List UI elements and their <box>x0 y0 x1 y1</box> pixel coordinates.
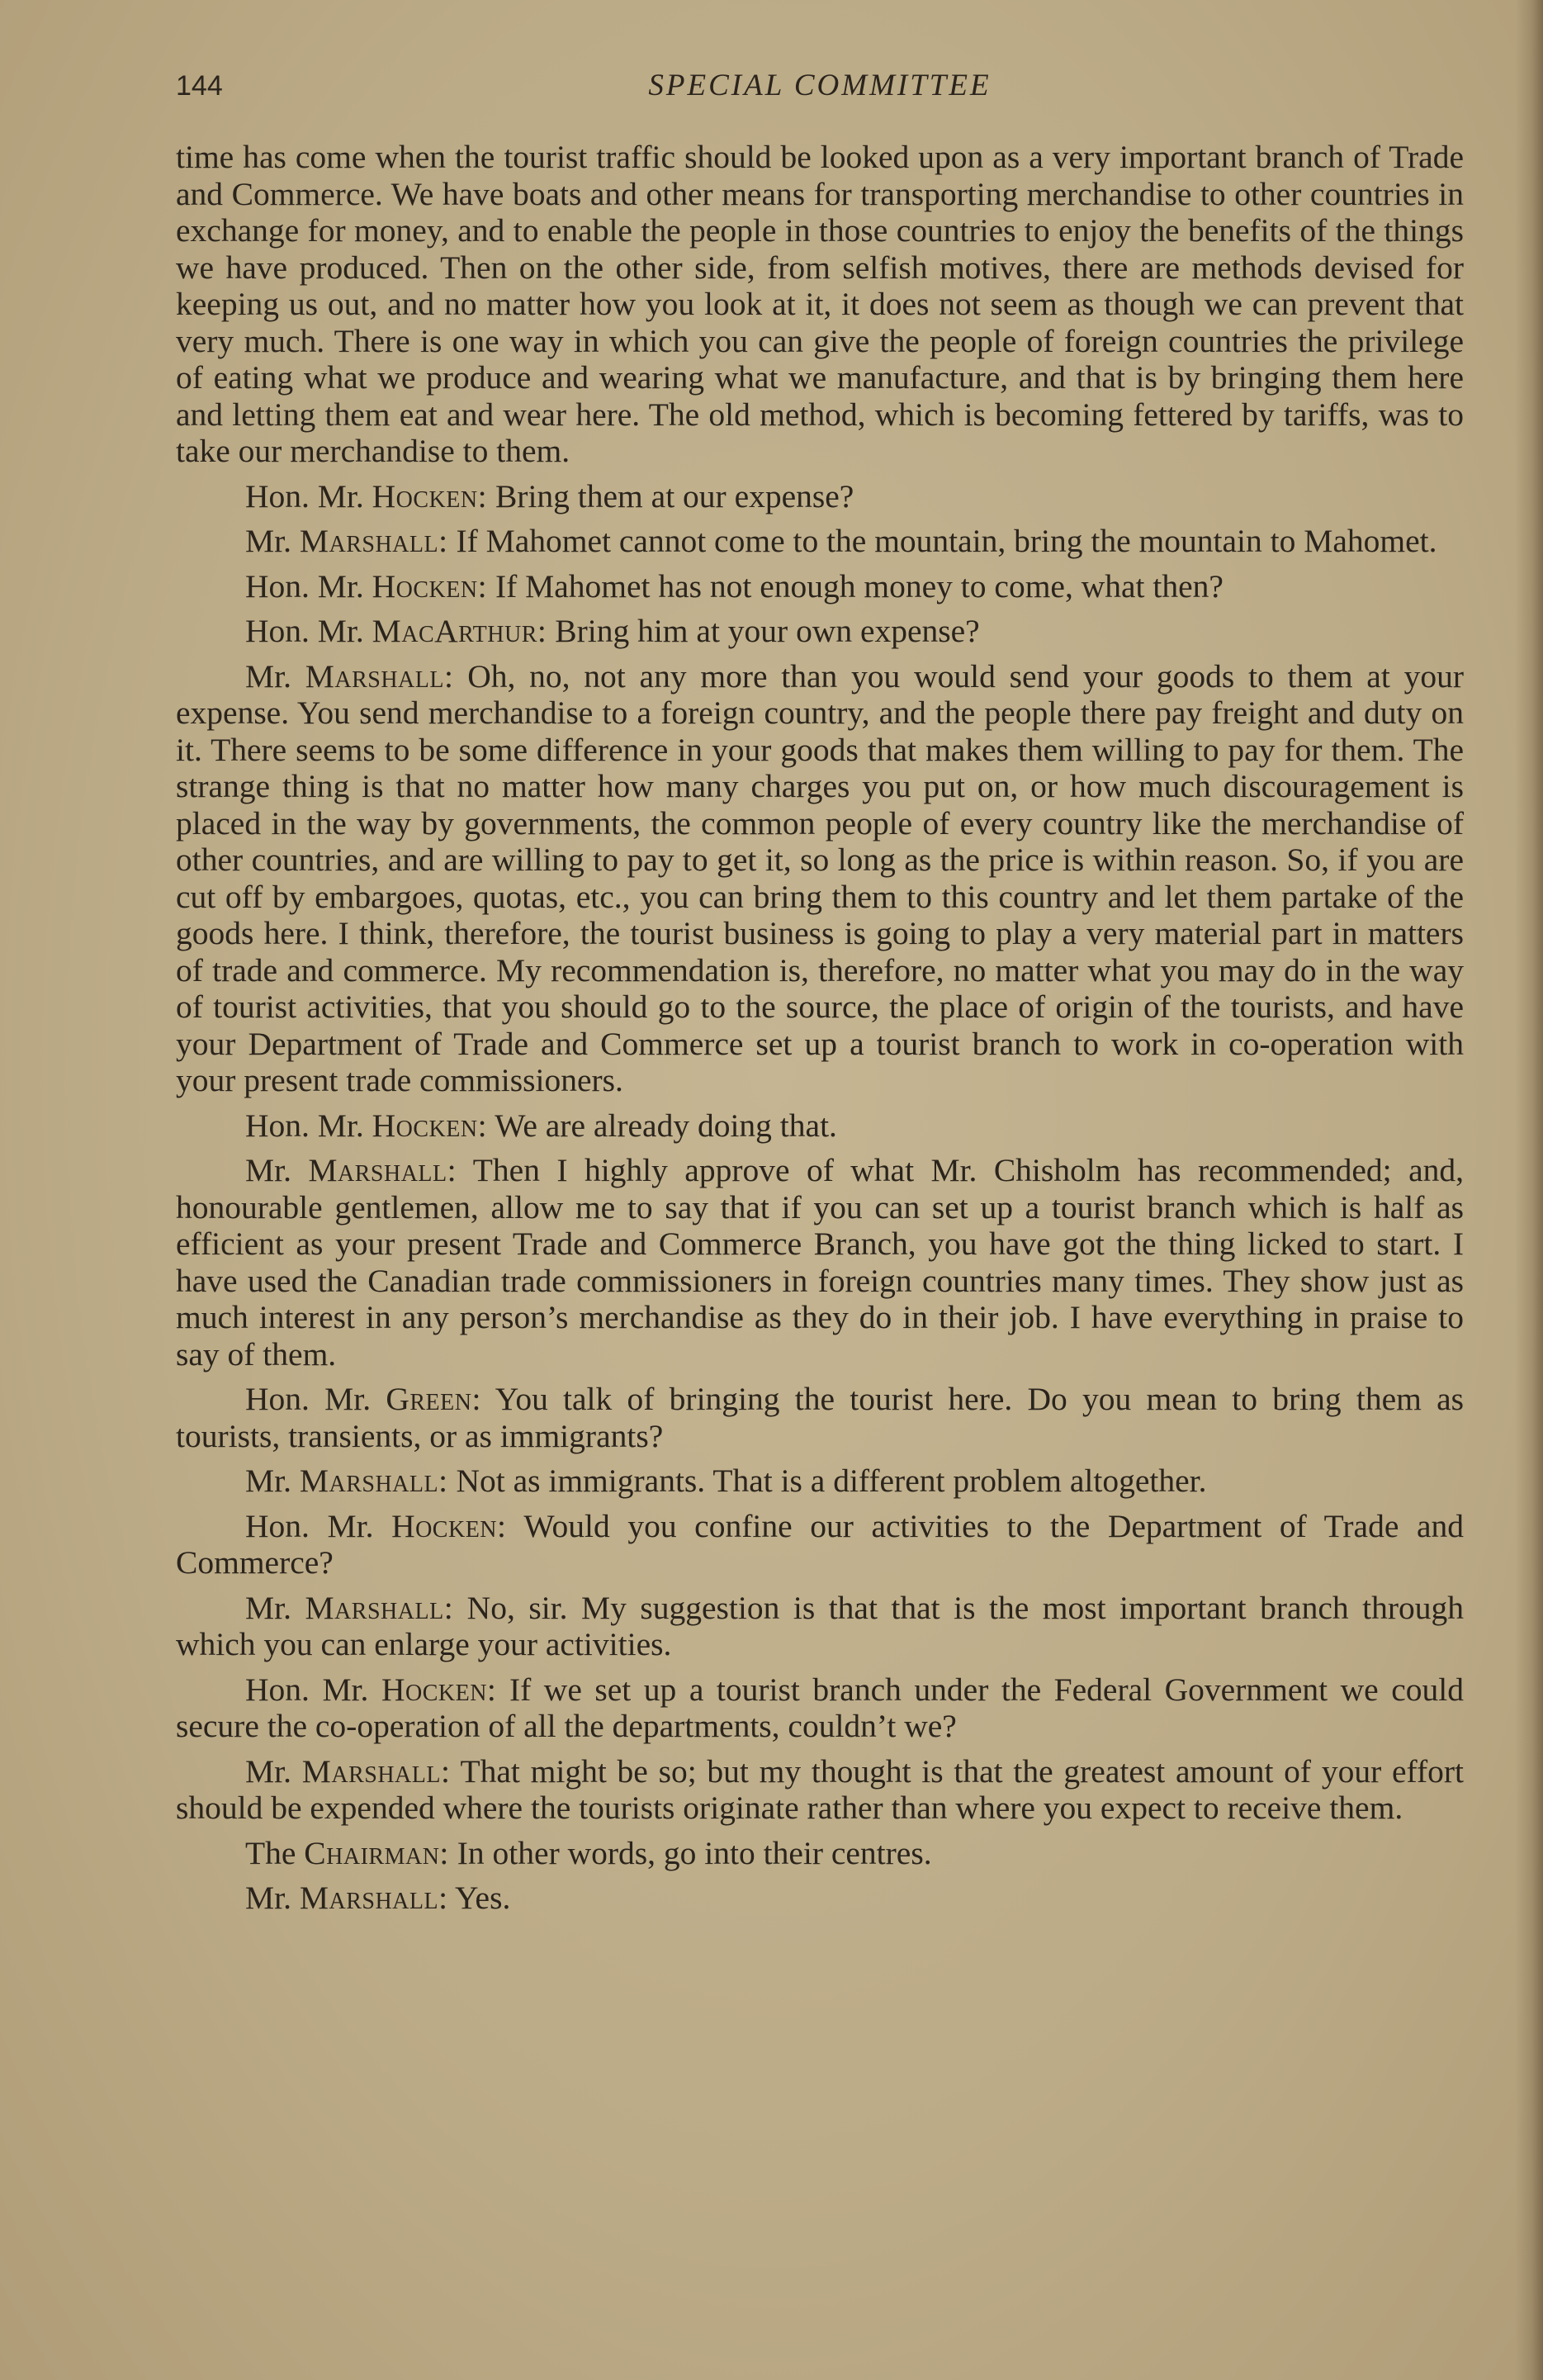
paragraph <box>176 1152 1464 1373</box>
speaker-title: Mr. <box>245 523 300 559</box>
paragraph <box>176 658 1464 1099</box>
paragraph <box>176 1107 1464 1145</box>
speaker-name: Hocken: <box>381 1671 497 1708</box>
speaker-title: Mr. <box>245 1589 305 1626</box>
speaker-name: Marshall: <box>299 1880 448 1916</box>
paragraph-text: That might be so; but my thought is that the greatest amount of your effort should be expended where the tourists originate rather than where you expect to receive them. <box>176 1752 1464 1826</box>
paragraph <box>176 478 1464 515</box>
paragraph-text: In other words, go into their centres. <box>448 1834 932 1871</box>
paragraph <box>176 1671 1464 1745</box>
paragraph <box>176 1508 1464 1581</box>
page-edge-shadow <box>1515 0 1543 2380</box>
speaker-name: Marshall: <box>308 1152 457 1188</box>
speaker-title: Hon. Mr. <box>245 1107 372 1144</box>
paragraph-text: Not as immigrants. That is a different problem altogether. <box>447 1463 1207 1499</box>
speaker-name: Marshall: <box>301 1752 451 1790</box>
paragraph-text: We are already doing that. <box>487 1107 837 1144</box>
paragraph-text: If we set up a tourist branch under the Federal Government we could secure the co-operation of all the departments, couldn’t we? <box>176 1671 1464 1744</box>
paragraph-text: Bring them at our expense? <box>487 477 854 514</box>
page-number: 144 <box>176 70 223 102</box>
speaker-name: Green: <box>386 1381 481 1417</box>
page-header <box>176 68 1464 109</box>
speaker-name: Marshall: <box>305 657 454 695</box>
speaker-title: Mr. <box>245 1152 309 1188</box>
paragraph-text: time has come when the tourist traffic should be looked upon as a very important branch of Trade and Commerce. We have boats and other means for transporting merchandise to other countries in exchange for money, and to enable the people in those countries to enjoy the benefits of the things we have produced. Then on the other side, from selfish motives, there are methods devised for keeping us out, and no matter how you look at it, it does not seem as though we can prevent that very much. There is one way in which you can give the people of foreign countries the privilege of eating what we produce and wearing what we manufacture, and that is by bringing them here and letting them eat and wear here. The old method, which is becoming fettered by tariffs, was to take our merchandise to them. <box>176 139 1464 469</box>
speaker-name: Hocken: <box>391 1507 507 1544</box>
paragraph <box>176 1753 1464 1827</box>
speaker-title: Mr. <box>245 1463 300 1499</box>
paragraph-text: Yes. <box>447 1880 511 1916</box>
paragraph-text: Oh, no, not any more than you would send your goods to them at your expense. You send merchandise to a foreign country, and the people there pay freight and duty on it. There seems to be some difference in your goods that makes them willing to pay for them. The strange thing is that no matter how many charges you put on, or how much discouragement is placed in the way by governments, the common people of every country like the merchandise of other countries, and are willing to pay to get it, so long as the price is within reason. So, if you are cut off by embargoes, quotas, etc., you can bring them to this country and let them partake of the goods here. I think, therefore, the tourist business is going to play a very material part in matters of trade and commerce. My recommendation is, therefore, no matter what you may do in the way of tourist activities, that you should go to the source, the place of origin of the tourists, and have your Department of Trade and Commerce set up a tourist branch to work in co-operation with your present trade commissioners. <box>176 657 1464 1098</box>
document-body <box>176 139 1464 1925</box>
paragraph <box>176 1880 1464 1917</box>
paragraph <box>176 523 1464 560</box>
speaker-name: Marshall: <box>299 1463 448 1499</box>
speaker-title: Mr. <box>245 1880 300 1916</box>
paragraph-text: Then I highly approve of what Mr. Chisholm has recommended; and, honourable gentlemen, allow me to say that if you can set up a tourist branch which is half as efficient as your present Trade and Commerce Branch, you have got the thing licked to start. I have used the Canadian trade commissioners in foreign countries many times. They show just as much interest in any person’s merchandise as they do in their job. I have everything in praise to say of them. <box>176 1152 1464 1373</box>
paragraph <box>176 1381 1464 1454</box>
speaker-name: Marshall: <box>305 1589 454 1626</box>
speaker-name: Hocken: <box>372 477 488 514</box>
speaker-title: Mr. <box>245 657 305 695</box>
speaker-title: Hon. Mr. <box>245 477 372 514</box>
speaker-title: The <box>245 1834 305 1871</box>
paragraph <box>176 1835 1464 1872</box>
paragraph <box>176 1463 1464 1500</box>
speaker-name: Hocken: <box>372 1107 488 1144</box>
speaker-title: Hon. Mr. <box>245 1381 386 1417</box>
paragraph <box>176 568 1464 605</box>
paragraph <box>176 613 1464 650</box>
speaker-name: Marshall: <box>299 523 448 559</box>
speaker-title: Hon. Mr. <box>245 1671 381 1708</box>
speaker-name: MacArthur: <box>372 613 547 649</box>
paragraph <box>176 1590 1464 1663</box>
paragraph <box>176 139 1464 470</box>
speaker-title: Mr. <box>245 1752 302 1790</box>
paragraph-text: If Mahomet has not enough money to come, what then? <box>487 567 1224 604</box>
paragraph-text: If Mahomet cannot come to the mountain, bring the mountain to Mahomet. <box>447 523 1437 559</box>
speaker-title: Hon. Mr. <box>245 567 372 604</box>
paragraph-text: Would you confine our activities to the Department of Trade and Commerce? <box>176 1507 1464 1581</box>
paragraph-text: Bring him at your own expense? <box>547 613 980 649</box>
running-head: SPECIAL COMMITTEE <box>648 69 992 102</box>
speaker-name: Chairman: <box>304 1834 449 1871</box>
speaker-title: Hon. Mr. <box>245 1507 392 1544</box>
paragraph-text: You talk of bringing the tourist here. Do you mean to bring them as tourists, transients, or as immigrants? <box>176 1381 1464 1454</box>
speaker-name: Hocken: <box>372 567 488 604</box>
paragraph-text: No, sir. My suggestion is that that is the most important branch through which you can enlarge your activities. <box>176 1589 1464 1662</box>
speaker-title: Hon. Mr. <box>245 613 372 649</box>
